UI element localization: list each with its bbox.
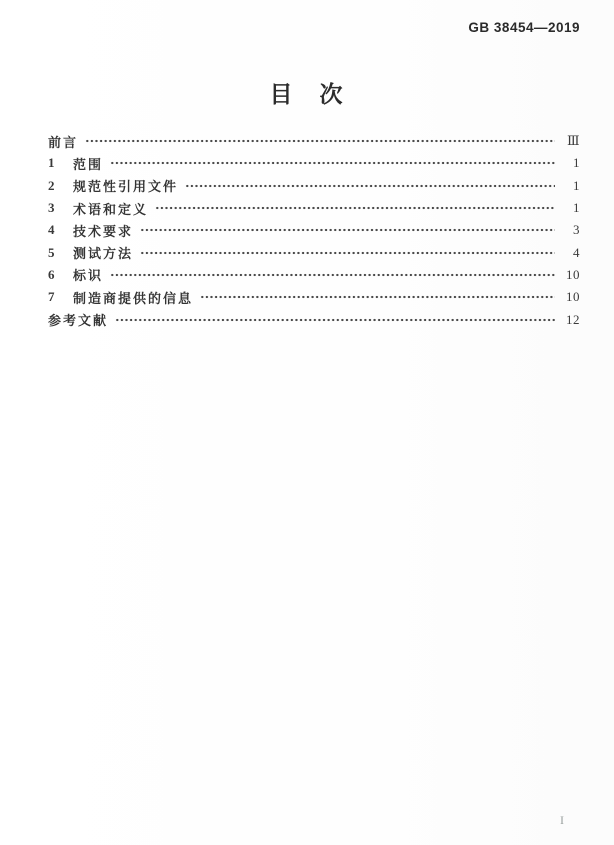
toc-entry-number: 3 xyxy=(48,200,55,216)
toc-entry-number: 5 xyxy=(48,244,55,260)
dot-leader xyxy=(185,175,555,197)
toc-entry-scope xyxy=(48,152,580,174)
toc-entry-bibliography xyxy=(48,308,580,330)
toc-entry-label: 制造商提供的信息 xyxy=(73,290,194,306)
toc-entry-normative-references xyxy=(48,175,580,197)
toc-entry-page: 4 xyxy=(573,244,580,260)
toc-entry-technical-requirements xyxy=(48,219,580,241)
dot-leader xyxy=(140,219,555,241)
toc-entry-label: 技术要求 xyxy=(73,223,134,239)
standard-code: GB 38454—2019 xyxy=(468,20,580,35)
toc-entry-number: 1 xyxy=(48,155,55,171)
toc-entry-label: 参考文献 xyxy=(48,313,109,329)
toc-entry-manufacturer-information xyxy=(48,286,580,308)
toc-entry-number: 7 xyxy=(48,289,55,305)
table-of-contents xyxy=(48,130,580,331)
dot-leader xyxy=(85,130,555,152)
toc-entry-page: Ⅲ xyxy=(566,133,580,149)
dot-leader xyxy=(115,308,555,330)
dot-leader xyxy=(110,152,555,174)
toc-entry-terms-definitions xyxy=(48,197,580,219)
toc-entry-page: 3 xyxy=(573,222,580,238)
toc-entry-foreword xyxy=(48,130,580,152)
toc-entry-page: 1 xyxy=(573,177,580,193)
toc-entry-number: 6 xyxy=(48,266,55,282)
toc-entry-page: 10 xyxy=(566,266,580,282)
toc-entry-number: 2 xyxy=(48,177,55,193)
toc-entry-label: 术语和定义 xyxy=(73,201,149,217)
dot-leader xyxy=(110,264,555,286)
footer-page-number: I xyxy=(560,813,564,827)
toc-entry-marking xyxy=(48,264,580,286)
page-title: 目 次 xyxy=(269,82,345,107)
toc-entry-label: 范围 xyxy=(73,156,104,172)
toc-entry-test-methods xyxy=(48,241,580,263)
toc-entry-page: 1 xyxy=(573,155,580,171)
toc-entry-number: 4 xyxy=(48,222,55,238)
toc-entry-label: 测试方法 xyxy=(73,246,134,262)
dot-leader xyxy=(140,241,555,263)
dot-leader xyxy=(155,197,555,219)
toc-entry-page: 10 xyxy=(566,289,580,305)
toc-entry-label: 前言 xyxy=(48,134,79,150)
toc-entry-label: 标识 xyxy=(73,268,104,284)
toc-entry-page: 12 xyxy=(566,311,580,327)
toc-entry-page: 1 xyxy=(573,200,580,216)
toc-entry-label: 规范性引用文件 xyxy=(73,179,179,195)
dot-leader xyxy=(200,286,555,308)
